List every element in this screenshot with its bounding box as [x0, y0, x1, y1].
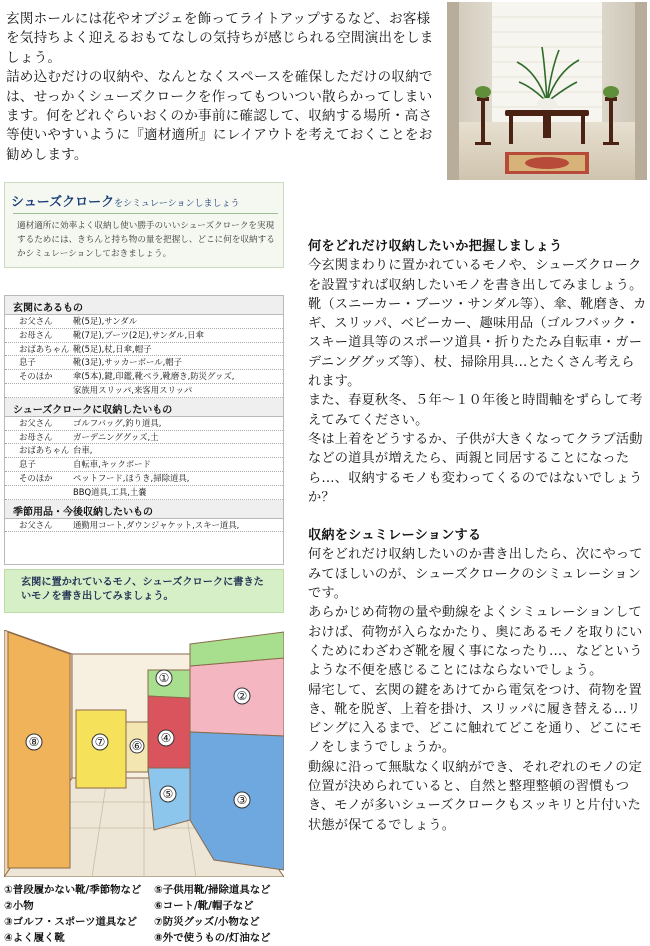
checklist-items: ペットフード,ほうき,掃除道具, [73, 472, 190, 483]
checklist-section-title: 玄関にあるもの [5, 296, 283, 315]
diagram-legend [4, 882, 294, 946]
intro-paragraph-1: 玄関ホールには花やオブジェを飾ってライトアップするなど、お客様を気持ちよく迎えるおもてなしの気持ちが感じられる空間演出をしましょう。 [6, 11, 434, 66]
intro-paragraph-2: 詰め込むだけの収納や、なんとなくスペースを確保しただけの収納では、せっかくシューズクロークを作ってもついつい散らかってしまいます。何をどれぐらいおくのか事前に確認して、収納する場所・高さ等使いやすいように『適材適所』にレイアウトを考えておくことをお勧めします。 [6, 69, 433, 163]
section-heading-simulation: 収納をシュミレーションする [308, 528, 482, 544]
legend-item: ③ゴルフ・スポーツ道具など [4, 916, 138, 928]
checklist-person: お父さん [19, 519, 53, 530]
checklist-person: おばあちゃん [19, 343, 70, 354]
diagram-label-5: ⑤ [162, 787, 174, 801]
checklist-row [5, 444, 283, 458]
simulation-heading-sub: をシミュレーションしましょう [114, 199, 240, 209]
checklist-person: 息子 [19, 357, 36, 368]
simulation-paragraph: 何をどれだけ収納したいのか書き出したら、次にやってみてほしいのが、シューズクロークのシミュレーションです。 [308, 547, 643, 602]
diagram-label-3: ③ [236, 793, 248, 807]
simulation-heading-main: シューズクローク [11, 195, 115, 210]
checklist-person: お母さん [19, 431, 53, 442]
checklist-person: お母さん [19, 329, 53, 340]
checklist-row [5, 519, 283, 533]
shoe-closet-diagram [4, 630, 284, 877]
inventory-paragraph: 今玄関まわりに置かれているモノや、シューズクロークを設置すれば収納したいモノを書き出してみましょう。 [308, 258, 643, 293]
inventory-paragraph: また、春夏秋冬、５年～１０年後と時間軸をずらして考えてみてください。 [308, 393, 643, 428]
simulation-heading [11, 191, 240, 210]
section-heading-inventory: 何をどれだけ収納したいか把握しましょう [308, 239, 563, 254]
simulation-paragraph: 動線に沿って無駄なく収納ができ、それぞれのモノの定位置が決められていると、自然と整理整頓の習慣もつき、モノが多いシューズクロークもスッキリと片付いた状態が保てるでしょう。 [308, 759, 643, 833]
checklist-items: 家族用スリッパ,来客用スリッパ [73, 384, 193, 395]
diagram-label-1: ① [158, 671, 170, 685]
simulation-paragraph: あらかじめ荷物の量や動線をよくシミュレーションしておけば、荷物が入らなかたり、奥にあるモノを取りにいくためにわざわざ靴を履く事になったり…、などというような不便を感じることにはならないでしょう。 [308, 605, 643, 679]
checklist-row [5, 329, 283, 343]
checklist-row [5, 486, 283, 500]
checklist-person [5, 486, 73, 499]
checklist-row [5, 431, 283, 445]
diagram-label-6: ⑥ [131, 739, 143, 753]
diagram-label-4: ④ [160, 731, 172, 745]
checklist-items: 靴(7足),ブーツ(2足),サンダル,日傘 [73, 329, 204, 340]
checklist-items: 台車, [73, 445, 93, 456]
checklist-row [5, 472, 283, 486]
legend-item: ⑧外で使うもの/灯油など [154, 932, 271, 944]
legend-item: ⑤子供用靴/掃除道具など [154, 884, 271, 896]
checklist-person: 息子 [19, 459, 36, 470]
checklist-person: そのほか [19, 371, 53, 382]
checklist-items: ゴルフバッグ,釣り道具, [73, 417, 162, 428]
legend-row [4, 882, 294, 898]
checklist-row [5, 315, 283, 329]
checklist-person: お父さん [19, 316, 53, 326]
checklist-person [5, 384, 73, 397]
banner-text: 玄関に置かれているモノ、シューズクロークに書きたいモノを書き出してみましょう。 [21, 577, 264, 602]
entrance-photo [447, 2, 647, 180]
checklist-section-title: 季節用品・今後収納したいもの [5, 500, 283, 519]
simulation-paragraph: 帰宅して、玄関の鍵をあけてから電気をつけ、荷物を置き、靴を脱ぎ、上着を掛け、スリッパに履き替える…リビングに入るまで、どこに触れてどこを通り、どこにモノをしまうでしょうか。 [308, 682, 643, 756]
checklist-section-title: シューズクロークに収納したいもの [5, 398, 283, 417]
checklist-person: そのほか [19, 472, 53, 483]
checklist-items: ガーデニンググッズ,土 [73, 431, 159, 442]
simulation-divider [13, 213, 278, 214]
right-column [308, 237, 648, 835]
checklist-items: BBQ道具,工具,土嚢 [73, 486, 147, 497]
write-out-banner [4, 569, 284, 613]
checklist-items: 靴(5足),杖,日傘,帽子 [73, 343, 152, 354]
checklist-row [5, 417, 283, 431]
legend-row [4, 930, 294, 946]
intro-text [6, 10, 438, 165]
inventory-paragraph: 冬は上着をどうするか、子供が大きくなってクラブ活動などの道具が増えたら、両親と同居することになったら…、収納するモノも変わってくるのではないでしょうか？ [308, 431, 643, 505]
simulation-box [4, 182, 284, 268]
legend-item: ⑦防災グッズ/小物など [154, 916, 260, 928]
checklist-person: おばあちゃん [19, 445, 70, 456]
simulation-text: 適材適所に効率よく収納し使い勝手のいいシューズクロークを実現するためには、きちんと持ち物の量を把握し、どこに何を収納するかシミュレーションしておきましょう。 [17, 221, 275, 259]
diagram-label-2: ② [236, 689, 248, 703]
legend-item: ④よく履く靴 [4, 932, 65, 944]
section-spacer [308, 507, 648, 526]
checklist-items: 靴(5足),サンダル [73, 316, 138, 326]
legend-item: ⑥コート/靴/帽子など [154, 900, 254, 912]
legend-row [4, 914, 294, 930]
checklist-row [5, 343, 283, 357]
checklist-items: 傘(5本),鍵,印鑑,靴ベラ,靴磨き,防災グッズ, [73, 371, 235, 382]
checklist-items: 通勤用コート,ダウンジャケット,スキー道具, [73, 519, 240, 530]
belongings-checklist [4, 295, 284, 565]
checklist-items: 自転車,キックボード [73, 459, 151, 470]
checklist-row [5, 356, 283, 370]
inventory-paragraph: 靴（スニーカー・ブーツ・サンダル等）、傘、靴磨き、カギ、スリッパ、ベビーカー、趣味用品（ゴルフバック・スキー道具等のスポーツ道具・折りたたみ自転車・ガーデニンググッズ等）、杖、掃除用具…とたくさん考えられます。 [308, 296, 647, 390]
checklist-row [5, 384, 283, 398]
checklist-items: 靴(3足),サッカーボール,帽子 [73, 357, 182, 368]
legend-row [4, 898, 294, 914]
legend-item: ②小物 [4, 900, 34, 912]
legend-item: ①普段履かない靴/季節物など [4, 884, 142, 896]
checklist-row [5, 458, 283, 472]
checklist-person: お父さん [19, 417, 53, 428]
checklist-row [5, 370, 283, 384]
diagram-label-8: ⑧ [28, 735, 40, 749]
diagram-label-7: ⑦ [94, 735, 106, 749]
